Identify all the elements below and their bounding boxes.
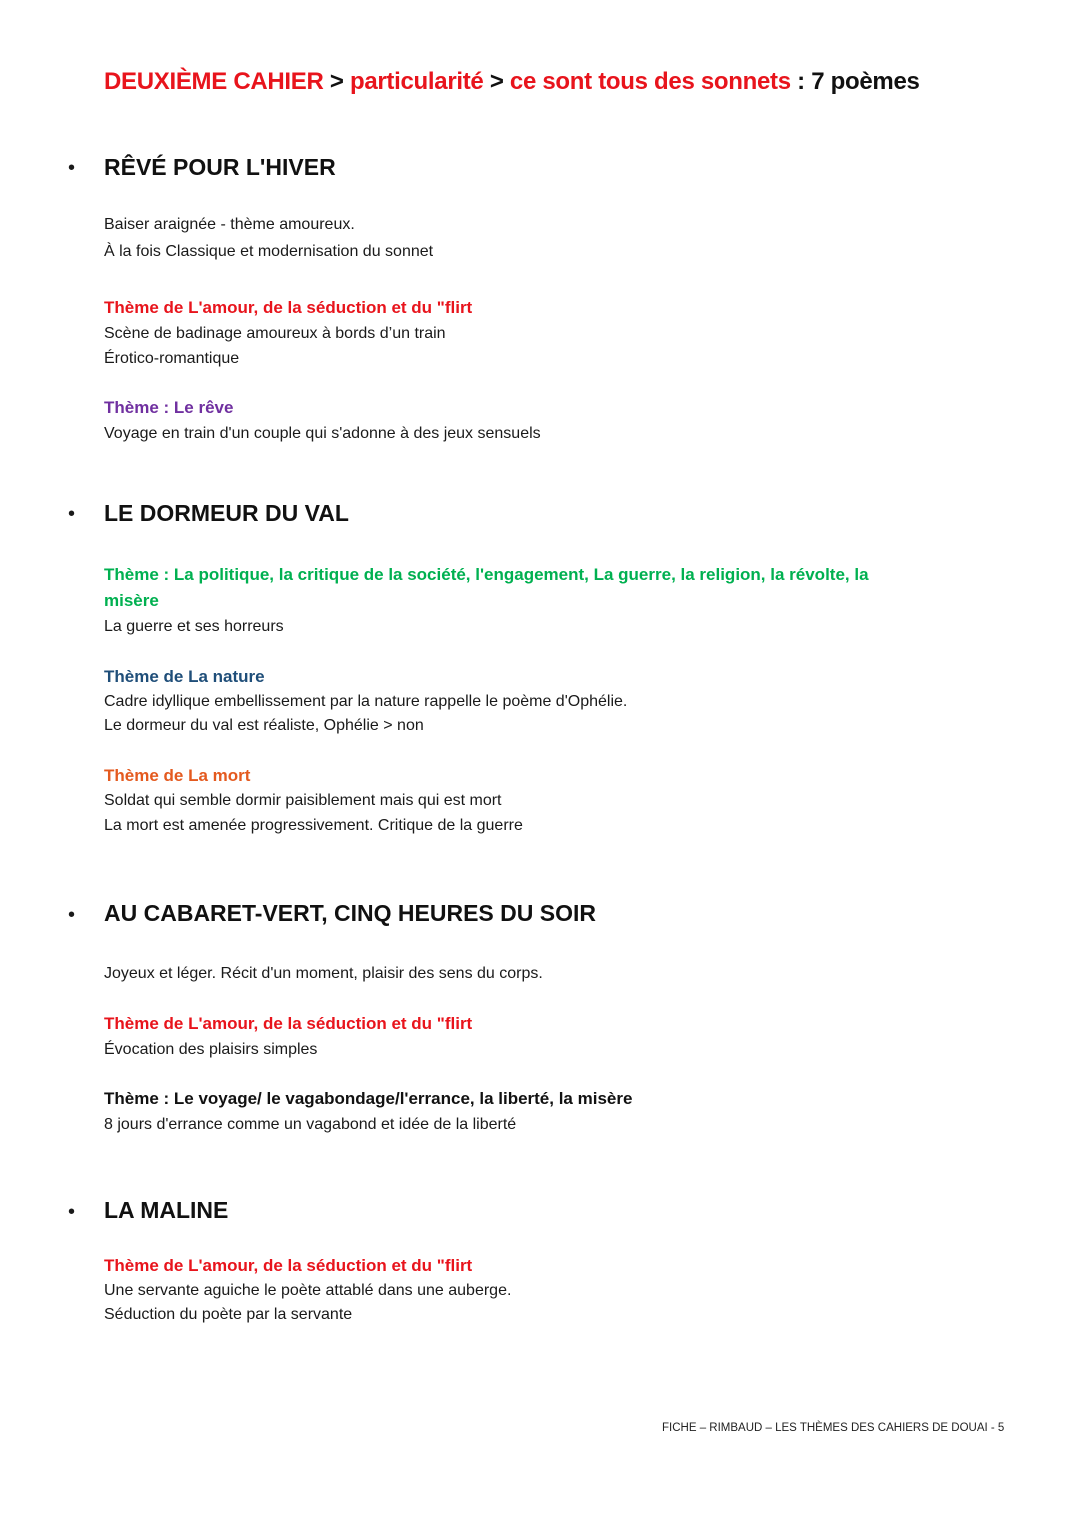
theme-label: misère [104,591,159,610]
bullet-icon: • [68,503,76,525]
theme-label: Thème de L'amour, de la séduction et du "flirt [104,1014,473,1033]
theme-label: Thème de L'amour, de la séduction et du "flirt [104,1256,473,1275]
page-heading [104,68,920,96]
heading-separator: > [323,68,350,95]
theme-label: Thème de La nature [104,667,265,686]
heading-particularite: particularité [349,68,484,95]
theme-text: Érotico-romantique [104,350,240,367]
heading-poem-count: 7 poèmes [811,68,920,95]
intro-text: Joyeux et léger. Récit d'un moment, plaisir des sens du corps. [104,965,543,982]
heading-cahier: DEUXIÈME CAHIER [104,68,324,95]
theme-text: Scène de badinage amoureux à bords d’un train [104,325,446,342]
theme-label: Thème : Le voyage/ le vagabondage/l'errance, la liberté, la misère [104,1089,633,1108]
theme-text: Cadre idyllique embellissement par la nature rappelle le poème d'Ophélie. [104,693,628,710]
theme-text: Soldat qui semble dormir paisiblement mais qui est mort [104,792,502,809]
theme-label: Thème : La politique, la critique de la société, l'engagement, La guerre, la religion, la révolte, la [104,565,869,584]
theme-text: Voyage en train d'un couple qui s'adonne à des jeux sensuels [104,425,541,442]
page-footer: FICHE – RIMBAUD – LES THÈMES DES CAHIERS DE DOUAI - 5 [662,1422,1005,1434]
section-title: AU CABARET-VERT, CINQ HEURES DU SOIR [104,900,596,926]
intro-text: À la fois Classique et modernisation du sonnet [104,243,434,260]
section-title: LE DORMEUR DU VAL [104,500,349,526]
theme-text: Le dormeur du val est réaliste, Ophélie > non [104,717,424,734]
theme-text: Séduction du poète par la servante [104,1306,353,1323]
theme-label: Thème de La mort [104,766,251,785]
bullet-icon: • [68,904,76,926]
bullet-icon: • [68,1201,76,1223]
theme-text: 8 jours d'errance comme un vagabond et idée de la liberté [104,1116,517,1133]
theme-text: Une servante aguiche le poète attablé dans une auberge. [104,1282,512,1299]
heading-sonnets: ce sont tous des sonnets [509,68,791,95]
intro-text: Baiser araignée - thème amoureux. [104,216,355,233]
theme-text: La mort est amenée progressivement. Critique de la guerre [104,817,523,834]
theme-label: Thème : Le rêve [104,398,234,417]
heading-separator: > [483,68,510,95]
bullet-icon: • [68,157,76,179]
section-title: LA MALINE [104,1197,229,1223]
section-title: RÊVÉ POUR L'HIVER [104,154,336,180]
theme-text: La guerre et ses horreurs [104,618,284,635]
theme-label: Thème de L'amour, de la séduction et du "flirt [104,298,473,317]
theme-text: Évocation des plaisirs simples [104,1041,318,1058]
heading-separator: : [790,68,812,95]
